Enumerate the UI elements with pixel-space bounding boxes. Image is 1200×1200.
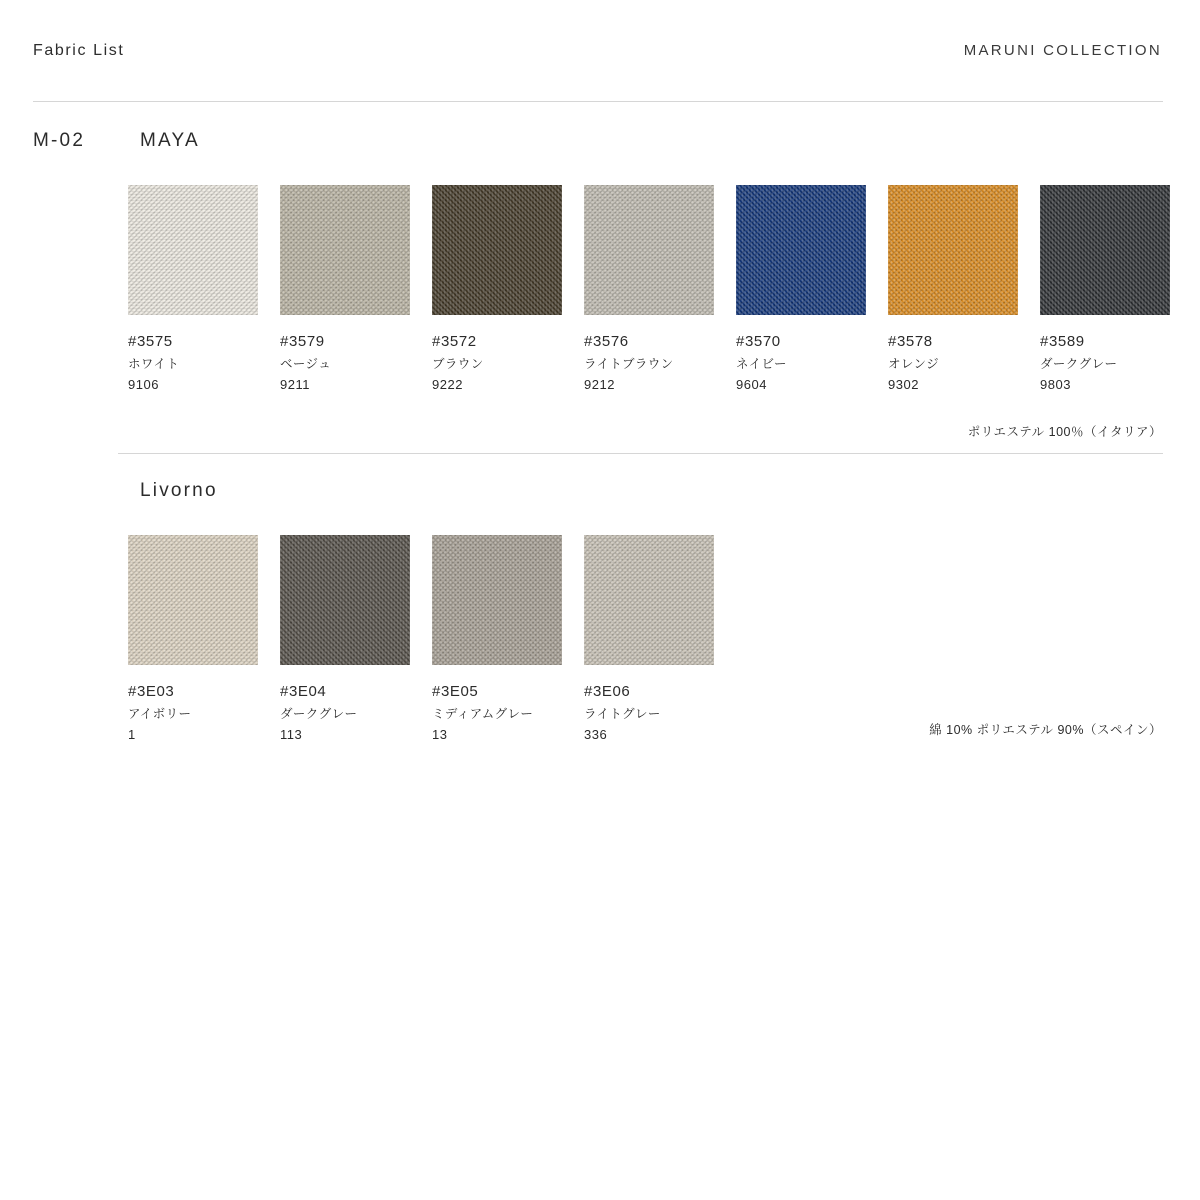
swatch-item[interactable] (736, 185, 866, 396)
section-name: MAYA (140, 130, 200, 151)
swatch-item[interactable] (888, 185, 1018, 396)
swatch-item[interactable] (432, 185, 562, 396)
swatch-chip[interactable] (432, 535, 562, 665)
swatch-code: #3E06 (584, 683, 631, 700)
swatch-label: オレンジ (888, 356, 939, 371)
swatch-label: ホワイト (128, 356, 180, 371)
swatch-label: ライトブラウン (584, 356, 674, 371)
swatch-chip[interactable] (1040, 185, 1170, 315)
swatch-code: #3E05 (432, 683, 479, 700)
swatch-item[interactable] (128, 185, 258, 396)
section-divider (118, 453, 1163, 454)
swatch-item[interactable] (584, 535, 714, 746)
header-divider (33, 101, 1163, 102)
swatch-number: 9106 (128, 377, 159, 393)
swatch-chip[interactable] (584, 185, 714, 315)
swatch-number: 9302 (888, 377, 919, 393)
swatch-code: #3589 (1040, 333, 1085, 350)
swatch-label: ダークグレー (280, 706, 358, 721)
brand-name: MARUNI COLLECTION (963, 42, 1162, 59)
swatch-code: #3572 (432, 333, 477, 350)
page-header (0, 0, 1200, 100)
swatch-code: #3570 (736, 333, 781, 350)
composition-note: ポリエステル 100％（イタリア） (967, 425, 1162, 439)
swatch-number: 9212 (584, 377, 615, 393)
swatch-number: 113 (280, 727, 303, 743)
swatch-label: ベージュ (280, 356, 332, 371)
swatch-item[interactable] (128, 535, 258, 746)
swatch-chip[interactable] (432, 185, 562, 315)
swatch-label: アイボリー (128, 706, 192, 721)
section-name: Livorno (140, 480, 218, 501)
swatch-chip[interactable] (128, 535, 258, 665)
swatch-item[interactable] (280, 185, 410, 396)
page-title: Fabric List (33, 42, 125, 59)
swatch-number: 336 (584, 727, 608, 743)
swatch-code: #3E04 (280, 683, 327, 700)
swatch-code: #3575 (128, 333, 173, 350)
swatch-label: ブラウン (432, 356, 484, 371)
swatch-number: 9803 (1040, 377, 1071, 393)
swatch-chip[interactable] (584, 535, 714, 665)
swatch-chip[interactable] (280, 185, 410, 315)
swatch-label: ダークグレー (1040, 356, 1118, 371)
swatch-label: ネイビー (736, 356, 787, 371)
swatch-item[interactable] (280, 535, 410, 746)
swatch-item[interactable] (432, 535, 562, 746)
swatch-label: ミディアムグレー (432, 706, 534, 721)
swatch-item[interactable] (584, 185, 714, 396)
composition-note: 綿 10% ポリエステル 90%（スペイン） (929, 723, 1162, 737)
swatch-code: #3E03 (128, 683, 175, 700)
swatch-chip[interactable] (280, 535, 410, 665)
swatch-row (128, 535, 714, 746)
swatch-chip[interactable] (736, 185, 866, 315)
swatch-item[interactable] (1040, 185, 1170, 396)
swatch-chip[interactable] (128, 185, 258, 315)
swatch-chip[interactable] (888, 185, 1018, 315)
swatch-row (128, 185, 1170, 396)
swatch-number: 9604 (736, 377, 767, 393)
swatch-label: ライトグレー (584, 706, 661, 721)
section-code: M-02 (33, 130, 86, 151)
swatch-number: 9211 (280, 377, 310, 393)
swatch-code: #3576 (584, 333, 629, 350)
swatch-code: #3578 (888, 333, 933, 350)
swatch-code: #3579 (280, 333, 325, 350)
swatch-number: 1 (128, 727, 136, 743)
swatch-number: 9222 (432, 377, 463, 393)
swatch-number: 13 (432, 727, 448, 743)
